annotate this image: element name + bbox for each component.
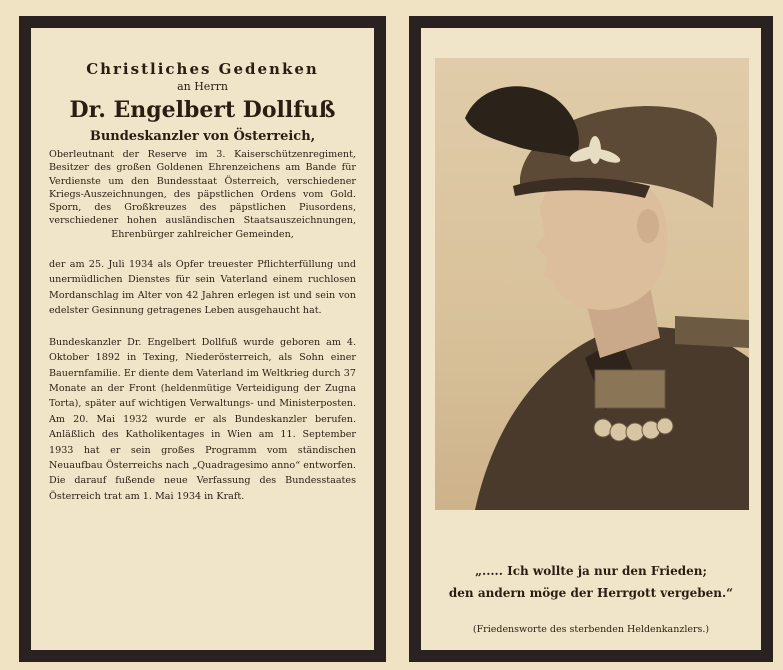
- portrait-illustration: [435, 58, 749, 510]
- honors-text: Oberleutnant der Reserve im 3. Kaiserschützenregiment, Besitzer des großen Goldenen Ehrenzeichens am Bande für Verdienste um den Bundesstaat Österreich, verschiedener Kriegs-Auszeichnungen, des päpstlichen Ordens vom Gold. Sporn, des Großkreuzes des päpstlichen Piusordens, verschiedener hohen ausländischen Staatsauszeichnungen, Ehrenbürger zahlreicher Gemeinden,: [49, 149, 356, 240]
- quote-line-1: „..... Ich wollte ja nur den Frieden;: [475, 564, 707, 578]
- death-paragraph: der am 25. Juli 1934 als Opfer treuester Pflichterfüllung und unermüdlichen Dienstes für sein Vaterland einem ruchlosen Mordanschlag im Alter von 42 Jahren erlegen ist und sein von edelster Gesinnung getragenes Leben ausgehaucht hat.: [49, 259, 356, 317]
- portrait-photo: [435, 58, 749, 510]
- quote-line-2: den andern möge der Herrgott vergeben.“: [448, 586, 734, 600]
- memorial-heading: Christliches Gedenken: [86, 60, 319, 78]
- portrait-card: [421, 28, 761, 650]
- deceased-name: Dr. Engelbert Dollfuß: [69, 97, 336, 123]
- text-card: [31, 28, 374, 650]
- quote-caption: (Friedensworte des sterbenden Heldenkanzlers.): [472, 624, 710, 635]
- peace-quote: [431, 560, 751, 604]
- deceased-role: Bundeskanzler von Österreich,: [89, 129, 316, 144]
- memorial-subheading: an Herrn: [177, 80, 228, 93]
- biography-paragraph: Bundeskanzler Dr. Engelbert Dollfuß wurde geboren am 4. Oktober 1892 in Texing, Niederösterreich, als Sohn einer Bauernfamilie. Er diente dem Vaterland im Weltkrieg durch 37 Monate an der Front (heldenmütige Verteidigung der Zugna Torta), später auf wichtigen Verwaltungs- und Ministerposten. Am 20. Mai 1932 wurde er als Bundeskanzler berufen. Anläßlich des Katholikentages in Wien am 11. September 1933 hat er sein großes Programm vom ständischen Neuaufbau Österreichs nach „Quadragesimo anno“ entworfen. Die darauf fußende neue Verfassung des Bundesstaates Österreich trat am 1. Mai 1934 in Kraft.: [49, 336, 356, 502]
- portrait-panel: [409, 16, 773, 662]
- memorial-text-panel: [19, 16, 386, 662]
